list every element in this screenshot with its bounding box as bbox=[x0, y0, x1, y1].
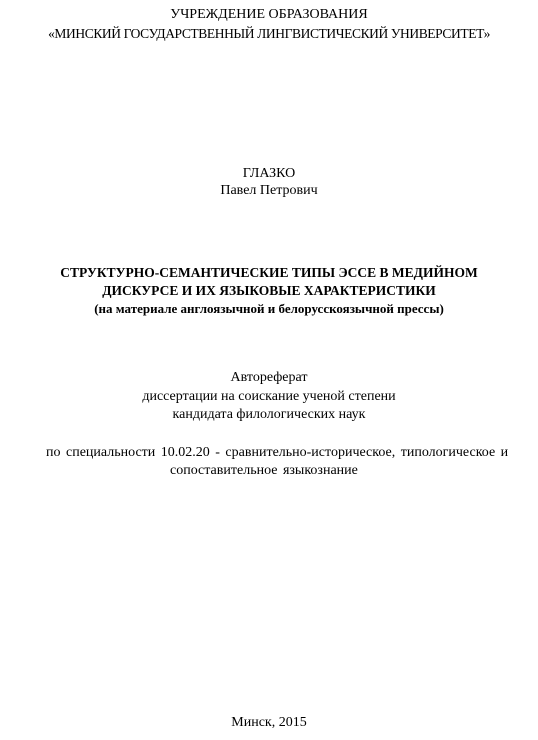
place-and-year: Минск, 2015 bbox=[231, 715, 307, 730]
dissertation-subtitle: (на материале англоязычной и белорусскоязычной прессы) bbox=[94, 301, 444, 316]
author-name: Павел Петрович bbox=[220, 183, 318, 198]
document-purpose-line2: кандидата филологических наук bbox=[172, 407, 366, 422]
specialty-line2: сопоставительное языкознание bbox=[170, 463, 358, 478]
document-type: Автореферат bbox=[230, 370, 308, 385]
author-surname: ГЛАЗКО bbox=[242, 166, 296, 181]
institution-type: УЧРЕЖДЕНИЕ ОБРАЗОВАНИЯ bbox=[170, 7, 368, 22]
institution-name: «МИНСКИЙ ГОСУДАРСТВЕННЫЙ ЛИНГВИСТИЧЕСКИЙ УНИВЕРСИТЕТ» bbox=[48, 26, 490, 41]
document-purpose-line1: диссертации на соискание ученой степени bbox=[142, 389, 396, 404]
specialty-line1: по специальности 10.02.20 - сравнительно-историческое, типологическое и bbox=[46, 445, 509, 460]
dissertation-title-line1: СТРУКТУРНО-СЕМАНТИЧЕСКИЕ ТИПЫ ЭССЕ В МЕДИЙНОМ bbox=[60, 265, 478, 280]
dissertation-title-line2: ДИСКУРСЕ И ИХ ЯЗЫКОВЫЕ ХАРАКТЕРИСТИКИ bbox=[102, 283, 436, 298]
